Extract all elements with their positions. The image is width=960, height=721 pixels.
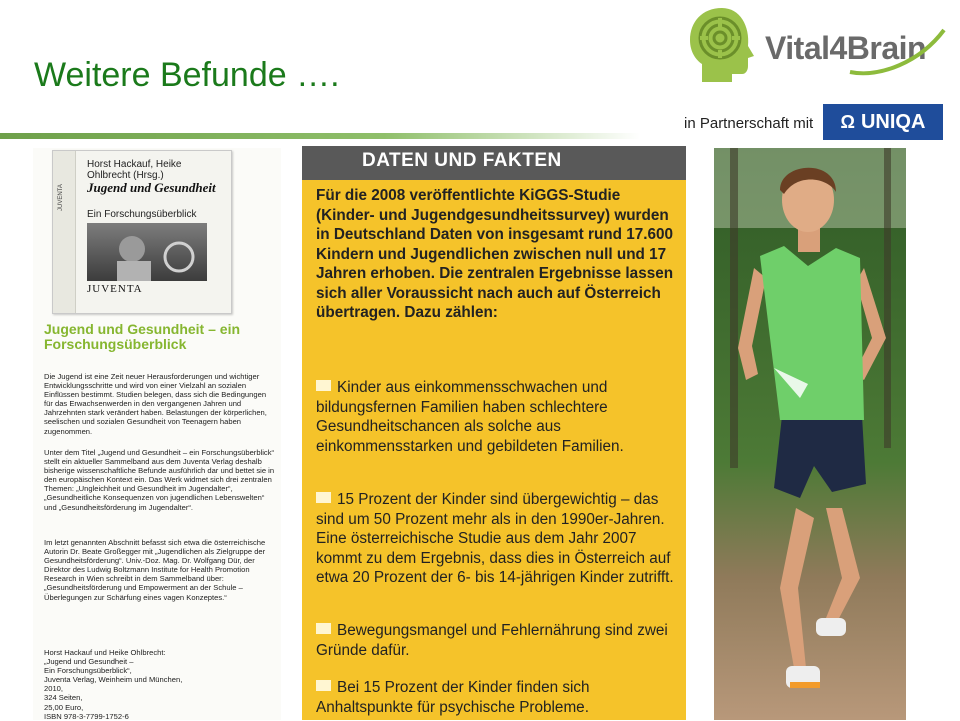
facts-title: DATEN UND FAKTEN (362, 150, 562, 171)
book-reference (44, 648, 276, 721)
facts-intro: Für die 2008 veröffentlichte KiGGS-Studie (Kinder- und Jugendgesundheitssurvey) wurden in Deutschland Daten von insgesamt rund 17.600 Kindern und Jugendlichen zwischen null und 17 Jahren erhoben. Die zentralen Ergebnisse lassen sich aller Voraussicht nach auch auf Österreich übertragen. Dazu zählen: (316, 187, 674, 321)
facts-bullet: Bei 15 Prozent der Kinder finden sich Anhaltspunkte für psychische Probleme. (316, 679, 590, 716)
article-paragraph-2: Unter dem Titel „Jugend und Gesundheit – ein Forschungsüberblick“ stellt ein aktueller Sammelband aus dem Juventa Verlag deshalb bisherige wissenschaftliche Befunde ausführlich dar und bettet sie in den europäischen Kontext ein. Das Werk widmet sich drei zentralen Themen: „Ungleichheit und Gesundheit im Jugendalter“, „Gesundheitliche Konsequenzen von jugendlichen Lebenswelten“ und „Gesundheitsförderung im Jugendalter“. (44, 448, 275, 512)
book-authors: Horst Hackauf, Heike Ohlbrecht (Hrsg.) (87, 159, 182, 181)
runner-photo (714, 148, 906, 720)
article-paragraph-1: Die Jugend ist eine Zeit neuer Herausforderungen und wichtiger Entwicklungsschritte und wird von einer Vielzahl an sozialen Einflüssen bestimmt. Studien belegen, dass sich die Bedingungen für das Erwachsenwerden in den vergangenen Jahren und Jahrzehnten stark verändert haben. Belastungen der körperlichen, seelischen und sozialen Gesundheit von Teenagern haben zugenommen. (44, 372, 267, 436)
brain-head-logo-icon (686, 6, 758, 84)
bullet-square-icon (316, 623, 331, 634)
facts-bullet: Bewegungsmangel und Fehlernährung sind zwei Gründe dafür. (316, 622, 668, 659)
page-title: Weitere Befunde …. (34, 56, 340, 94)
article-paragraph-3: Im letzt genannten Abschnitt befasst sich etwa die österreichische Autorin Dr. Beate Großegger mit „Jugendlichen als Zielgruppe der Gesundheitsförderung“. Univ.-Doz. Mag. Dr. Wolfgang Dür, der Direktor des Ludwig Boltzmann Institute for Health Promotion Research in Wien schreibt in dem Sammelband über: „Gesundheitsförderung und Empowerment an der Schule – Überlegungen zur Schärfung eines vagen Konzeptes.“ (44, 538, 266, 602)
book-publisher: JUVENTA (87, 283, 143, 295)
book-reference-line: 25,00 Euro, (44, 702, 84, 712)
book-reference-line: Ein Forschungsüberblick“, (44, 666, 132, 676)
facts-bullet: 15 Prozent der Kinder sind übergewichtig – das sind um 50 Prozent mehr als in den 1990er-Jahren. Eine österreichische Studie aus dem Jahr 2007 kommt zu dem Ergebnis, dass dies in Österreich auf etwa 20 Prozent der 6- bis 14-jährigen Kinder zutrifft. (316, 491, 674, 586)
book-reference-line: 324 Seiten, (44, 693, 83, 703)
uniqa-mark-icon: Ω (840, 111, 855, 132)
book-subtitle: Ein Forschungsüberblick (87, 209, 197, 220)
book-reference-line: Horst Hackauf und Heike Ohlbrecht: (44, 648, 166, 657)
book-cover-photo (87, 223, 207, 281)
title-divider (0, 133, 640, 139)
partner-label: in Partnerschaft mit (684, 115, 814, 132)
book-reference-line: ISBN 978-3-7799-1752-6 (44, 711, 129, 721)
book-title: Jugend und Gesundheit (87, 180, 216, 195)
book-reference-line: 2010, (44, 684, 64, 694)
uniqa-wordmark: UNIQA (860, 110, 926, 133)
book-spine: JUVENTA (53, 151, 76, 313)
article-heading: Jugend und Gesundheit – ein Forschungsüberblick (44, 321, 241, 352)
uniqa-logo (823, 104, 943, 140)
facts-bullet: Kinder aus einkommensschwachen und bildungsfernen Familien haben schlechtere Gesundheitschancen als solche aus einkommensstarken und gebildeten Familien. (316, 379, 624, 455)
book-reference-line: „Jugend und Gesundheit – (44, 657, 134, 667)
brand-swoosh-icon (840, 22, 950, 82)
bullet-square-icon (316, 380, 331, 391)
bullet-square-icon (316, 680, 331, 691)
book-cover (52, 150, 232, 314)
brand-wordmark: Vital4Brain (765, 30, 927, 66)
bullet-square-icon (316, 492, 331, 503)
book-reference-line: Juventa Verlag, Weinheim und München, (44, 675, 183, 685)
